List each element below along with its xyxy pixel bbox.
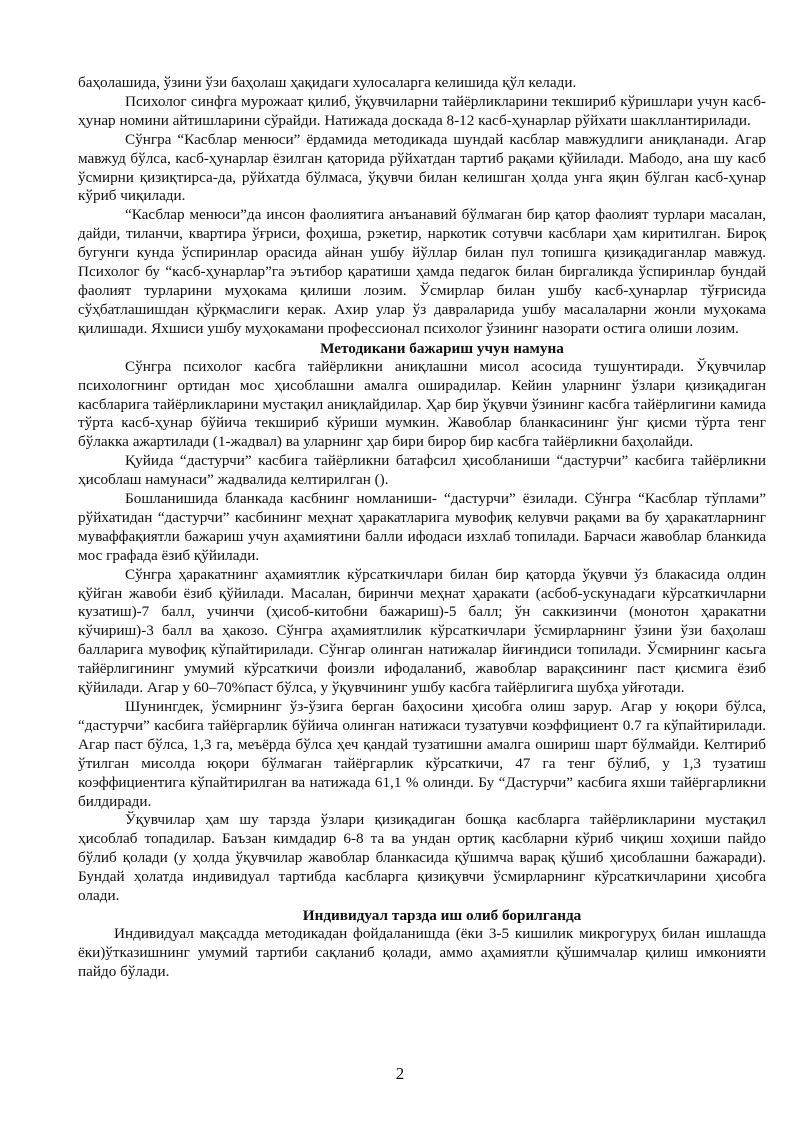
paragraph: Сўнгра ҳаракатнинг аҳамиятлик кўрсаткичлари билан бир қаторда ўқувчи ўз блакасида олдин қўйган жавоби ёзиб қўйилади. Масалан, биринчи меҳнат ҳаракати (асбоб-ускунадаги кўрсаткичларни кузатиш)-7 балл, учинчи (ҳисоб-китобни бажариш)-5 балл; ўн саккизинчи (монотон ҳаракатни кўчириш)-3 балл ва ҳакозо. Сўнгра аҳамиятлилик кўрсаткичлари ўсмирларнинг ўзини ўзи баҳолаш балларига мувофиқ кўпайтирилади. Сўнгар олинган натижалар йиғиндиси топилади. Ўсмирнинг касьга тайёрлигининг умумий кўрсаткичи фоизли ифодаланиб, жавоблар варақсининг паст қисмига ёзиб қўйилади. Агар у 60–70%паст бўлса, у ўқувчининг ушбу касбга тайёрлигига шубҳа уйғотади.	[78, 565, 766, 697]
paragraph: “Касблар менюси”да инсон фаолиятига анъанавий бўлмаган бир қатор фаолият турлари масалан, дайди, тиланчи, квартира ўғриси, фоҳиша, рэкетир, наркотик сотувчи касблари ҳам киритилган. Бироқ бугунги кунда ўспиринлар орасида айнан ушбу йўллар билан пул топишга қизиқадиганлар мавжуд. Психолог бу “касб-ҳунарлар”га эътибор қаратиши ҳамда педагок билан биргаликда ўспиринлар бундай фаолият турларини муҳокама қилиши лозим. Ўсмирлар билан ушбу касб-ҳунарлар тўғрисида сўҳбатлашишдан қўрқмаслиги керак. Ахир улар ўз даврaларида ушбу масалаларни жонли муҳокама қилишади. Яхшиси ушбу муҳокамани профессионал психолог ўзининг назорати остига олиши лозим.	[78, 206, 766, 337]
paragraph: Индивидуал мақсадда методикадан фойдаланишда (ёки 3-5 кишилик микрогуруҳ билан ишлашда ёки)ўтказишнинг умумий тартиби сақланиб қолади, аммо аҳамиятли қўшимчалар қилиш имконияти пайдо бўлади.	[78, 924, 766, 980]
paragraph: Психолог синфга мурожаат қилиб, ўқувчиларни тайёрликларини текшириб кўришлари учун касб-ҳунар номини айтишларини сўрайди. Натижада доскада 8-12 касб-ҳунарлар рўйхати шакллантирилади.	[78, 92, 766, 129]
section-heading: Индивидуал тарзда иш олиб борилганда	[302, 906, 582, 924]
document-body	[78, 74, 766, 982]
section-heading: Методикани бажариш учун намуна	[320, 339, 564, 357]
paragraph: баҳолашида, ўзини ўзи баҳолаш ҳақидаги хулосаларга келишида қўл келади.	[78, 74, 577, 91]
document-page	[78, 74, 766, 982]
paragraph: Бошланишида бланкада касбнинг номланиши- “дастурчи” ёзилади. Сўнгра “Касблар тўплами” рўйхатидан “дастурчи” касбининг меҳнат ҳаракатларига мувофиқ келувчи рақами ва бу ҳаракатларнинг муваффақиятли бажариш учун аҳамиятини балли ифодаси изхлаб топилади. Барчаси жавоблар бланкида мос графада ёзиб қўйилади.	[78, 490, 766, 564]
paragraph: Шунингдек, ўсмирнинг ўз-ўзига берган баҳосини ҳисобга олиш зарур. Агар у юқори бўлса, “дастурчи” касбига тайёргарлик бўйича олинган натижаси тузатувчи коэффициент 0.7 га кўпайтирилади. Агар паст бўлса, 1,3 га, меъёрда бўлса ҳеч қандай тузатишни амалга ошириш шарт бўлмайди. Келтириб ўтилган мисолда юқори бўлмаган тайёргарлик кўрсаткичи, 47 га тенг бўлиб, у 1,3 тузатиш коэффициентига кўпайтирилган ва натижада 61,1 % олинди. Бу “Дастурчи” касбига яхши тайёргарликни билдиради.	[78, 698, 766, 810]
paragraph: Сўнгра психолог касбга тайёрликни аниқлашни мисол асосида тушунтиради. Ўқувчилар психологнинг ортидан мос ҳисоблашни амалга оширадилар. Кейин уларнинг ўзлари қизиқадиган касбларига тайёрликларини мустақил аниқлайдилар. Ҳар бир ўқувчи ўзининг касбга тайёрлигини камида тўрта касб-ҳунар бўйича текшириб кўриши мумкин. Жавоблар бланкасининг ўнг қисми тўрта тенг бўлакка ажартилади (1-жадвал) ва уларнинг ҳар бири бирор бир касбга тайёрликни баҳолайди.	[78, 357, 766, 451]
paragraph: Ўқувчилар ҳам шу тарзда ўзлари қизиқадиган бошқа касбларга тайёрликларини мустақил ҳисоблаб топадилар. Баъзан кимдадир 6-8 та ва ундан ортиқ касбларни кўриб чиқиш хоҳиши пайдо бўлиб қолади (у ҳолда ўқувчилар жавоблар бланкасида қўшимча варақ қўшиб ҳисоблашни бажаради). Бундай ҳолатда индивидуал тартибда касбларга қизиқувчи ўсмирларнинг кўрсаткичларини ҳисобга олади.	[78, 811, 766, 905]
paragraph: Қуйида “дастурчи” касбига тайёрликни батафсил ҳисобланиши “дастурчи” касбига тайёрликни ҳисоблаш намунаси” жадвалида келтирилган ().	[78, 452, 766, 489]
page-number: 2	[395, 1064, 405, 1083]
paragraph: Сўнгра “Касблар менюси” ёрдамида методикада шундай касблар мавжудлиги аниқланади. Агар мавжуд бўлса, касб-ҳунарлар ёзилган қаторида рўйхатдан тартиб рақами қўйилади. Мабодо, ана шу касб ўсмирни қизиқтирса-да, рўйхатда бўлмаса, ўқувчи билан келишган ҳолда унга яқин бўлган касб-ҳунар кўриб чиқилади.	[78, 130, 766, 205]
